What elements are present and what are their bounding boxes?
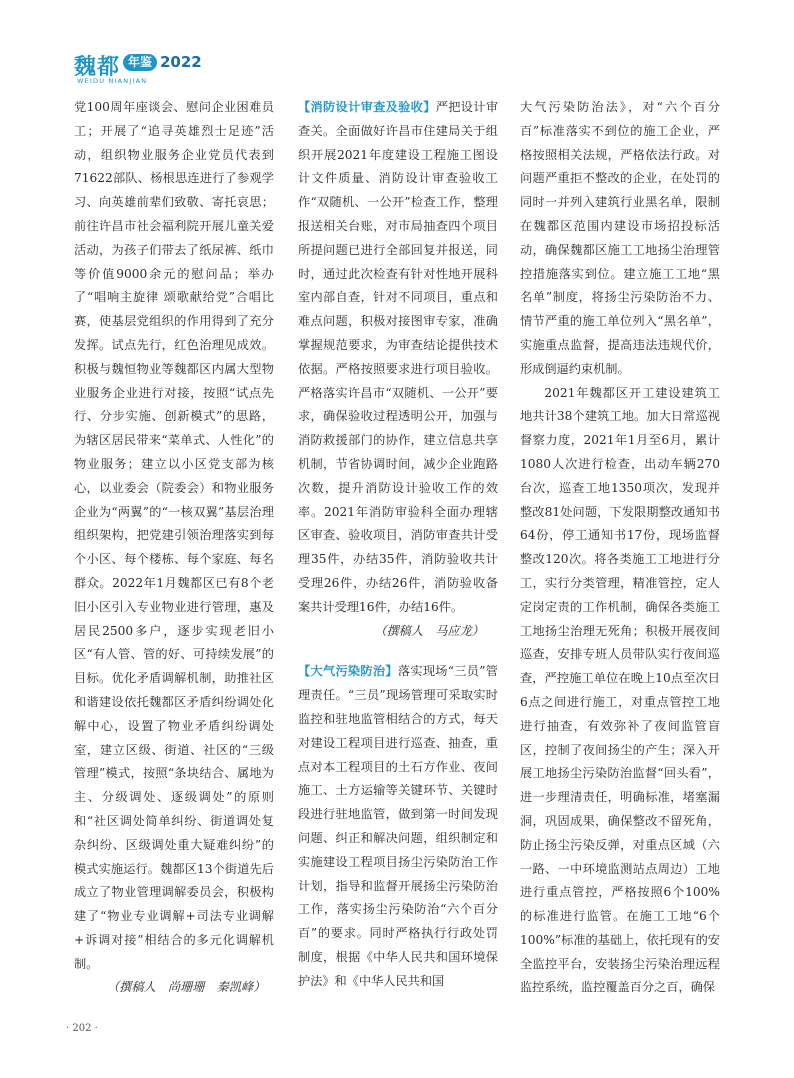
section-body: 严把设计审查关。全面做好许昌市住建局关于组织开展2021年度建设工程施工图设计文件质量、消防设计审查验收工作“双随机、一公开”检查工作，整理报送相关台账，对市局抽查四个项目所提问题已进行全部回复并报送，同时，通过此次检查有针对性地开展科室内部自查，针对不同项目，重点和难点问题，积极对接图审专家，准确掌握规范要求，为审查结论提供技术依据。严格按照要求进行项目验收。严格落实许昌市“双随机、一公开”要求，确保验收过程透明公开，加强与消防救援部门的协作，建立信息共享机制，节省协调时间，减少企业跑路次数，提升消防设计验收工作的效率。2021年消防审验科全面办理辖区审查、验收项目，消防审查共计受理35件，办结35件，消防验收共计受理26件，办结26件，消防验收备案共计受理16件，办结16件。	[298, 100, 499, 614]
body-paragraph: 党100周年座谈会、慰问企业困难员工；开展了“追寻英雄烈士足迹”活动，组织物业服务企业党员代表到71622部队、杨根思连进行了参观学习、向英雄前辈们致敬、寄托哀思；前往许昌市社会福利院开展儿童关爱活动，为孩子们带去了纸尿裤、纸巾等价值9000余元的慰问品；举办了“唱响主旋律 颂歌献给党”合唱比赛，使基层党组织的作用得到了充分发挥。试点先行，红色治理见成效。积极与魏恒物业等魏都区内属大型物业服务企业进行对接，按照“试点先行、分步实施、创新模式”的思路，为辖区居民带来“菜单式、人性化”的物业服务；建立以小区党支部为核心，以业委会（院委会）和物业服务企业为“两翼”的“一核双翼”基层治理组织架构，把党建引领治理落实到每个小区、每个楼栋、每个家庭、每名群众。2022年1月魏都区已有8个老旧小区引入专业物业进行管理，惠及居民2500多户，逐步实现老旧小区“有人管、管的好、可持续发展”的目标。优化矛盾调解机制，助推社区和谐建设依托魏都区矛盾纠纷调处化解中心，设置了物业矛盾纠纷调处室，建立区级、街道、社区的“三级管理”模式，按照“条块结合、属地为主、分级调处、逐级调处”的原则和“社区调处简单纠纷、街道调处复杂纠纷、区级调处重大疑难纠纷”的模式实施运行。魏都区13个街道先后成立了物业管理调解委员会，积极构建了“物业专业调解+司法专业调解+诉调对接”相结合的多元化调解机制。	[74, 100, 274, 971]
byline: （撰稿人 马应龙）	[374, 623, 484, 638]
text-column-3	[520, 96, 720, 1000]
byline: （撰稿人 尚珊珊 秦凯峰）	[106, 980, 266, 995]
section-heading: 【消防设计审查及验收】	[298, 100, 436, 114]
masthead-year: 2022	[160, 53, 202, 71]
masthead-subtitle: WEIDU NIANJIAN	[77, 77, 148, 85]
body-paragraph: 2021年魏都区开工建设建筑工地共计38个建筑工地。加大日常巡视督察力度，2021年1月至6月，累计1080人次进行检查，出动车辆270台次，巡查工地1350项次，发现并整改81处问题，下发限期整改通知书64份，停工通知书17份，现场监督整改120次。将各类施工工地进行分工，实行分类管理，精准管控，定人定岗定责的工作机制，确保各类施工工地扬尘治理无死角；积极开展夜间巡查，安排专班人员带队实行夜间巡查，严控施工单位在晚上10点至次日6点之间进行施工，对重点管控工地进行抽查，有效弥补了夜间监管盲区，控制了夜间扬尘的产生；深入开展工地扬尘污染防治监督“回头看”，进一步理清责任，明确标准，堵塞漏洞，巩固成果，确保整改不留死角，防止扬尘污染反弹，对重点区域（六一路、一中环境监测站点周边）工地进行重点管控，严格按照6个100%的标准进行监管。在施工工地“6个100%”标准的基础上，依托现有的安全监控平台，安装扬尘污染治理远程监控系统，监控覆盖百分之百，确保	[520, 385, 720, 995]
text-column-1	[74, 96, 274, 1000]
text-column-2	[298, 96, 498, 993]
masthead	[74, 50, 274, 86]
section-fire-design-review	[298, 96, 498, 620]
body-paragraph: 大气污染防治法》，对“六个百分百”标准落实不到位的施工企业，严格按照相关法规，严格依法行政。对问题严重拒不整改的企业，在处罚的同时一并列入建筑行业黑名单，限制在魏都区范围内建设市场招投标活动，确保魏都区施工工地扬尘治理管控措施落实到位。建立施工工地“黑名单”制度，将扬尘污染防治不力、情节严重的施工单位列入“黑名单”，实施重点监督，提高违法违规代价，形成倒逼约束机制。	[520, 100, 720, 376]
masthead-badge: 年鉴	[123, 54, 157, 71]
section-heading: 【大气污染防治】	[298, 664, 398, 679]
masthead-name: 魏都	[74, 55, 121, 80]
section-body: 落实现场“三员”管理责任。“三员”现场管理可采取实时监控和驻地监管相结合的方式，每天对建设工程项目进行巡查、抽查，重点对本工程项目的土石方作业、夜间施工、土方运输等关键环节、关键时段进行驻地监管，做到第一时间发现问题、纠正和解决问题，组织制定和实施建设工程项目扬尘污染防治工作计划，指导和监督开展扬尘污染防治工作，落实扬尘污染防治“六个百分百”的要求。同时严格执行行政处罚制度，根据《中华人民共和国环境保护法》和《中华人民共和国	[298, 664, 498, 988]
section-air-pollution	[298, 660, 498, 993]
page-number: · 202 ·	[66, 1023, 98, 1034]
